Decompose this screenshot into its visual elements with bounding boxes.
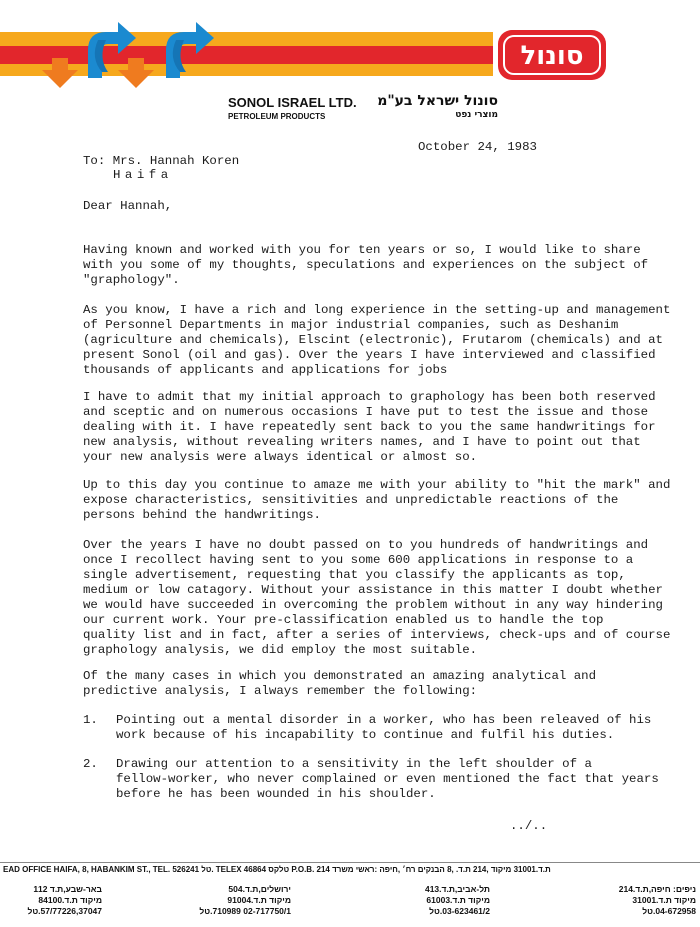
- footer-branch-beersheva: [4, 884, 102, 917]
- paragraph-line: graphology analysis, we did employ the most suitable.: [83, 643, 478, 657]
- footer-branch-haifa: [598, 884, 696, 917]
- products-label-he: מוצרי נפט: [455, 110, 498, 120]
- item-number: 2.: [83, 757, 98, 771]
- salutation: Dear Hannah,: [83, 199, 173, 213]
- paragraph-line: of Personnel Departments in major industrial companies, such as Deshanim: [83, 318, 619, 332]
- paragraph-line: Of the many cases in which you demonstrated an amazing analytical and: [83, 669, 597, 683]
- paragraph-line: predictive analysis, I always remember the following:: [83, 684, 478, 698]
- paragraph-line: expose characteristics, sensitivities and unpredictable reactions of the: [83, 493, 619, 507]
- paragraph-line: new analysis, without revealing writers names, and I have to point out that: [83, 435, 641, 449]
- paragraph-line: As you know, I have a rich and long experience in the setting-up and management: [83, 303, 671, 317]
- paragraph: [83, 390, 673, 465]
- sonol-logo: [0, 0, 700, 130]
- paragraph: [83, 478, 673, 523]
- footer-line: תל-אביב,ת.ד.413: [424, 884, 490, 894]
- footer-line: באר-שבע,ת.ד 112: [33, 884, 102, 894]
- item-line: before he has been wounded in his shoulder.: [116, 787, 436, 801]
- item-number: 1.: [83, 713, 98, 727]
- products-label-en: PETROLEUM PRODUCTS: [228, 112, 326, 121]
- paragraph-line: medium or low catagory. Without your assistance in this matter I doubt whether: [83, 583, 663, 597]
- paragraph-line: once I recollect having sent to you some 600 applications in response to a: [83, 553, 634, 567]
- item-line: Pointing out a mental disorder in a worker, who has been releaved of his: [116, 713, 652, 727]
- footer-line: מיקוד ת.ד.91004: [227, 895, 291, 905]
- paragraph-line: we would have succeeded in overcoming the problem without in any way hindering: [83, 598, 663, 612]
- paragraph: [83, 303, 673, 378]
- footer-line: 04-672958.טל: [642, 906, 696, 916]
- item-line: fellow-worker, who never complained or even mentioned the fact that years: [116, 772, 659, 786]
- letter-date: October 24, 1983: [418, 140, 537, 154]
- footer-line: מיקוד ת.ד.84100: [38, 895, 102, 905]
- footer-line: 57/77226,37047.טל: [27, 906, 102, 916]
- footer-line: מיקוד ת.ד.31001: [632, 895, 696, 905]
- paragraph-line: single advertisement, requesting that you classify the applicants as top,: [83, 568, 626, 582]
- paragraph-line: (agriculture and chemicals), Elscint (electronic), Frutarom (chemicals) and at: [83, 333, 663, 347]
- footer-branch-telaviv: [402, 884, 490, 917]
- footer-head-office: EAD OFFICE HAIFA, 8, HABANKIM ST., TEL. 526241 טל. TELEX 46864 טלקס P.O.B. 214 ת.ד.31001 מיקוד ,214 ת.ד. ,8 הבנקים רח׳ ,חיפה :ראשי משרד: [3, 865, 551, 874]
- footer-divider: [0, 862, 700, 863]
- paragraph-line: and sceptic and on numerous occasions I have put to test the issue and those: [83, 405, 649, 419]
- sonol-badge-label: סונול: [520, 41, 584, 71]
- paragraph-line: Having known and worked with you for ten years or so, I would like to share: [83, 243, 641, 257]
- company-name-en: SONOL ISRAEL LTD.: [228, 95, 357, 110]
- item-line: Drawing our attention to a sensitivity in the left shoulder of a: [116, 757, 592, 771]
- company-name-he: סונול ישראל בע"מ: [377, 93, 498, 109]
- continued-marker: ../..: [510, 819, 548, 833]
- item-line: work because of his incapability to continue and fulfil his duties.: [116, 728, 615, 742]
- item-text: [116, 713, 651, 743]
- paragraph-line: dealing with it. I have repeatedly sent back to you the same handwritings for: [83, 420, 656, 434]
- paragraph: [83, 243, 673, 288]
- paragraph-line: Over the years I have no doubt passed on to you hundreds of handwritings and: [83, 538, 649, 552]
- logo-stripe-yellow-top: [0, 32, 493, 46]
- paragraph-line: with you some of my thoughts, speculations and experiences on the subject of: [83, 258, 649, 272]
- footer-line: ירושלים,ת.ד.504: [228, 884, 291, 894]
- footer-line: ניפים: חיפה,ת.ד.214: [618, 884, 696, 894]
- paragraph-line: Up to this day you continue to amaze me with your ability to "hit the mark" and: [83, 478, 671, 492]
- paragraph-line: thousands of applicants and applications for jobs: [83, 363, 448, 377]
- paragraph-line: our current work. Your pre-classification enabled us to handle the top: [83, 613, 604, 627]
- paragraph-line: present Sonol (oil and gas). Over the years I have interviewed and classified: [83, 348, 656, 362]
- paragraph-line: I have to admit that my initial approach to graphology has been both reserved: [83, 390, 656, 404]
- paragraph-line: quality list and in fact, after a series of interviews, check-ups and of course: [83, 628, 671, 642]
- footer-line: מיקוד ת.ד.61003: [426, 895, 490, 905]
- paragraph-line: "graphology".: [83, 273, 180, 287]
- footer-line: 02-717750/1 710989.טל: [199, 906, 291, 916]
- footer-branch-jerusalem: [185, 884, 291, 917]
- recipient-city: Haifa: [113, 168, 173, 182]
- logo-stripe-red: [0, 46, 493, 64]
- paragraph: [83, 538, 673, 658]
- paragraph-line: your new analysis were always identical or almost so.: [83, 450, 478, 464]
- recipient-line: To: Mrs. Hannah Koren: [83, 154, 240, 168]
- paragraph: [83, 669, 673, 699]
- item-text: [116, 757, 659, 802]
- footer-line: 03-623461/2.טל: [429, 906, 490, 916]
- paragraph-line: persons behind the handwritings.: [83, 508, 321, 522]
